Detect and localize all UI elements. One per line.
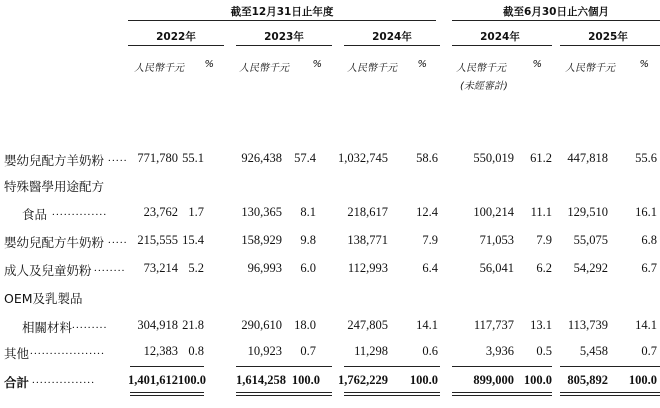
- row-label: 嬰幼兒配方羊奶粉: [4, 153, 105, 168]
- header-group-full-year: 截至12月31日止年度: [230, 6, 334, 18]
- cell-value: 3,936: [485, 344, 514, 358]
- cell-pct: 9.8: [300, 233, 316, 247]
- cell-value: 290,610: [241, 318, 282, 332]
- cell-value: 158,929: [241, 233, 282, 247]
- row-label: 成人及兒童奶粉: [4, 263, 92, 278]
- total-pct: 100.0: [523, 373, 552, 387]
- cell-value: 247,805: [347, 318, 388, 332]
- leader-dots: .....: [108, 152, 128, 164]
- cell-value: 447,818: [567, 151, 608, 165]
- cell-value: 117,737: [473, 318, 514, 332]
- year-rule: [128, 45, 224, 46]
- row-label: OEM及乳製品: [4, 291, 83, 306]
- total-label: 合計: [4, 375, 30, 390]
- cell-pct: 0.8: [188, 344, 204, 358]
- cell-pct: 6.7: [641, 261, 657, 275]
- cell-pct: 8.1: [300, 205, 316, 219]
- row-label: 其他: [4, 346, 30, 361]
- total-double-rule: [344, 395, 440, 396]
- unit-label: 人民幣千元: [347, 63, 397, 74]
- year-header-2023: 2023年: [264, 31, 304, 43]
- year-rule: [344, 45, 440, 46]
- cell-pct: 16.1: [635, 205, 657, 219]
- pct-label: %: [639, 59, 649, 70]
- cell-pct: 7.9: [536, 233, 552, 247]
- cell-pct: 0.5: [536, 344, 552, 358]
- cell-value: 130,365: [241, 205, 282, 219]
- cell-value: 5,458: [579, 344, 608, 358]
- cell-value: 112,993: [347, 261, 388, 275]
- cell-pct: 0.7: [300, 344, 316, 358]
- leader-dots: ........: [94, 262, 126, 274]
- year-rule: [236, 45, 332, 46]
- total-double-rule: [452, 392, 552, 393]
- cell-value: 218,617: [347, 205, 388, 219]
- cell-value: 10,923: [247, 344, 282, 358]
- total-pct: 100.0: [291, 373, 320, 387]
- cell-pct: 0.6: [422, 344, 438, 358]
- cell-pct: 6.2: [536, 261, 552, 275]
- total-value: 1,762,229: [338, 373, 388, 387]
- cell-pct: 7.9: [422, 233, 438, 247]
- cell-value: 55,075: [573, 233, 608, 247]
- cell-value: 304,918: [137, 318, 178, 332]
- header-rule-six-months: [452, 20, 660, 21]
- row-label: 相關材料: [22, 320, 73, 335]
- leader-dots: ................: [32, 374, 96, 386]
- total-value: 1,614,258: [236, 373, 286, 387]
- cell-value: 113,739: [567, 318, 608, 332]
- total-value: 1,401,612: [128, 373, 178, 387]
- cell-pct: 6.8: [641, 233, 657, 247]
- cell-pct: 61.2: [530, 151, 552, 165]
- pct-label: %: [532, 59, 542, 70]
- cell-pct: 18.0: [294, 318, 316, 332]
- row-label: 特殊醫學用途配方: [4, 179, 105, 194]
- cell-value: 71,053: [479, 233, 514, 247]
- cell-value: 771,780: [137, 151, 178, 165]
- year-rule: [452, 45, 552, 46]
- cell-pct: 14.1: [635, 318, 657, 332]
- total-double-rule: [236, 395, 332, 396]
- row-label: 食品: [22, 207, 48, 222]
- total-double-rule: [344, 392, 440, 393]
- cell-pct: 58.6: [416, 151, 438, 165]
- year-header-2024-h1: 2024年: [480, 31, 520, 43]
- pct-label: %: [312, 59, 322, 70]
- total-double-rule: [560, 395, 660, 396]
- cell-pct: 5.2: [188, 261, 204, 275]
- subtotal-rule: [344, 366, 440, 367]
- year-rule: [560, 45, 660, 46]
- cell-pct: 1.7: [188, 205, 204, 219]
- cell-value: 100,214: [473, 205, 514, 219]
- cell-pct: 6.0: [300, 261, 316, 275]
- total-double-rule: [560, 392, 660, 393]
- cell-value: 96,993: [247, 261, 282, 275]
- cell-pct: 14.1: [416, 318, 438, 332]
- year-header-2022: 2022年: [156, 31, 196, 43]
- cell-value: 215,555: [137, 233, 178, 247]
- leader-dots: ...................: [30, 345, 106, 357]
- cell-pct: 12.4: [416, 205, 438, 219]
- total-double-rule: [130, 395, 204, 396]
- total-double-rule: [452, 395, 552, 396]
- cell-pct: 0.7: [641, 344, 657, 358]
- leader-dots: ..............: [52, 206, 108, 218]
- cell-value: 56,041: [479, 261, 514, 275]
- cell-value: 550,019: [473, 151, 514, 165]
- cell-pct: 21.8: [182, 318, 204, 332]
- leader-dots: .........: [72, 319, 108, 331]
- pct-label: %: [204, 59, 214, 70]
- pct-label: %: [417, 59, 427, 70]
- subtotal-rule: [236, 366, 332, 367]
- total-pct: 100.0: [628, 373, 657, 387]
- unaudited-note: (未經審計): [460, 81, 508, 92]
- cell-pct: 15.4: [182, 233, 204, 247]
- cell-pct: 6.4: [422, 261, 438, 275]
- cell-value: 926,438: [241, 151, 282, 165]
- total-value: 899,000: [473, 373, 514, 387]
- cell-value: 23,762: [143, 205, 178, 219]
- total-double-rule: [130, 392, 204, 393]
- year-header-2024: 2024年: [372, 31, 412, 43]
- leader-dots: .....: [108, 234, 128, 246]
- cell-pct: 55.1: [182, 151, 204, 165]
- total-pct: 100.0: [177, 373, 206, 387]
- subtotal-rule: [452, 366, 552, 367]
- cell-pct: 57.4: [294, 151, 316, 165]
- total-pct: 100.0: [409, 373, 438, 387]
- cell-pct: 55.6: [635, 151, 657, 165]
- total-double-rule: [236, 392, 332, 393]
- subtotal-rule: [560, 366, 660, 367]
- total-value: 805,892: [567, 373, 608, 387]
- unit-label: 人民幣千元: [456, 63, 506, 74]
- row-label: 嬰幼兒配方牛奶粉: [4, 235, 105, 250]
- year-header-2025-h1: 2025年: [588, 31, 628, 43]
- unit-label: 人民幣千元: [565, 63, 615, 74]
- unit-label: 人民幣千元: [239, 63, 289, 74]
- header-rule-full-year: [128, 20, 436, 21]
- cell-value: 54,292: [573, 261, 608, 275]
- cell-pct: 13.1: [530, 318, 552, 332]
- header-group-six-months: 截至6月30日止六個月: [503, 6, 609, 18]
- cell-value: 129,510: [567, 205, 608, 219]
- cell-value: 73,214: [143, 261, 178, 275]
- unit-label: 人民幣千元: [134, 63, 184, 74]
- cell-value: 11,298: [354, 344, 388, 358]
- cell-value: 12,383: [143, 344, 178, 358]
- cell-value: 1,032,745: [338, 151, 388, 165]
- cell-value: 138,771: [347, 233, 388, 247]
- subtotal-rule: [130, 366, 204, 367]
- cell-pct: 11.1: [530, 205, 552, 219]
